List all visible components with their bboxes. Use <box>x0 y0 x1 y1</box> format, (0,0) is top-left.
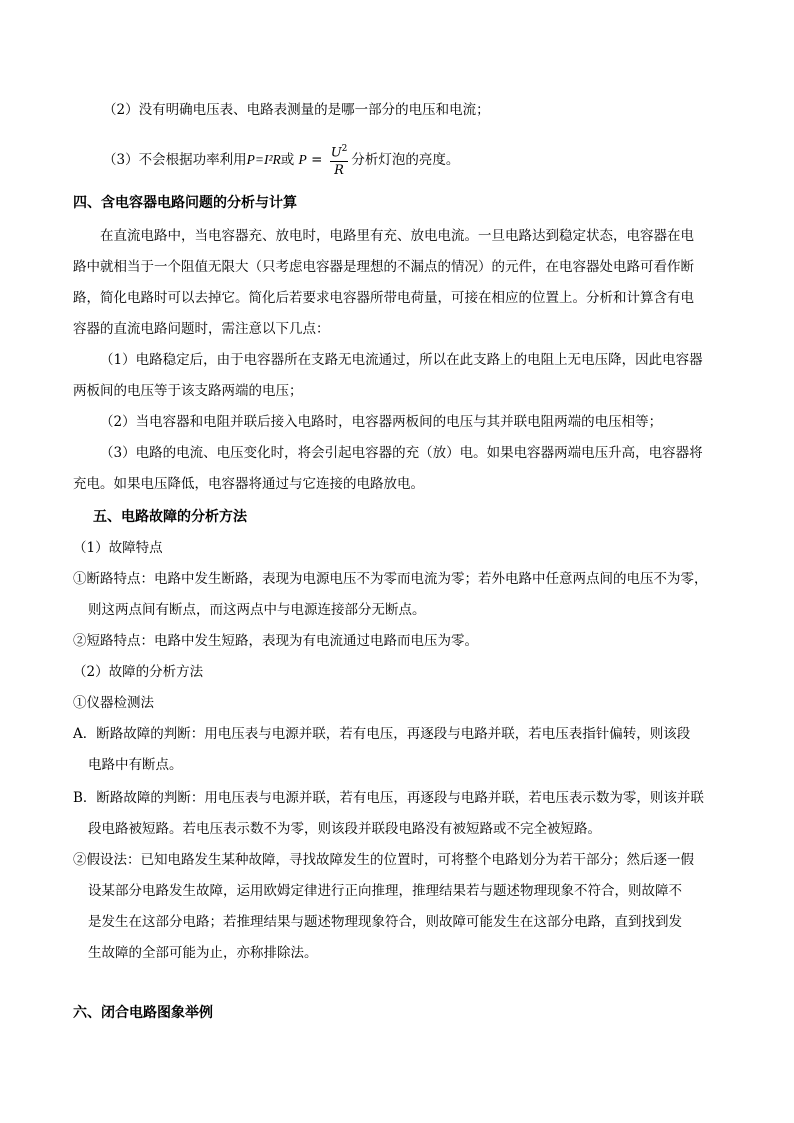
formula-equals: = <box>311 152 323 168</box>
section-heading-4: 四、含电容器电路问题的分析与计算 <box>73 195 297 211</box>
text-line: 容器的直流电路问题时，需注意以下几点： <box>73 321 330 337</box>
text-line: 段电路被短路。若电压表示数不为零，则该段并联段电路没有被短路或不完全被短路。 <box>88 821 601 837</box>
text-line: B．断路故障的判断：用电压表与电源并联，若有电压，再逐段与电路并联，若电压表示数为零，则该并联 <box>73 790 704 806</box>
text-line: ②假设法：已知电路发生某种故障，寻找故障发生的位置时，可将整个电路划分为若干部分；然后逐一假 <box>73 852 694 868</box>
text-line: （2）没有明确电压表、电路表测量的是哪一部分的电压和电流； <box>103 102 490 118</box>
section-heading-6: 六、闭合电路图象举例 <box>73 1005 213 1021</box>
text-line: 路，简化电路时可以去掉它。简化后若要求电容器所带电荷量，可接在相应的位置上。分析和计算含有电 <box>73 290 694 306</box>
text-span: 分析灯泡的亮度。 <box>351 152 460 168</box>
numerator-exponent: 2 <box>341 143 348 154</box>
text-line: A．断路故障的判断：用电压表与电源并联，若有电压，再逐段与电路并联，若电压表指针偏转，则该段 <box>73 726 691 742</box>
text-line: 是发生在这部分电路；若推理结果与题述物理现象符合，则故障可能发生在这部分电路，直到找到发 <box>88 914 682 930</box>
text-line: 则这两点间有断点，而这两点中与电源连接部分无断点。 <box>88 602 426 618</box>
formula-line <box>103 140 459 180</box>
text-line: 两板间的电压等于该支路两端的电压； <box>73 383 303 399</box>
fraction-denominator: R <box>334 163 344 179</box>
fraction-numerator <box>329 141 350 161</box>
formula-power-i2r: P=I²R <box>246 152 281 167</box>
text-line: 生故障的全部可能为止，亦称排除法。 <box>88 945 318 961</box>
text-line: （2）当电容器和电阻并联后接入电路时，电容器两板间的电压与其并联电阻两端的电压相等； <box>100 414 663 430</box>
fraction-u2-over-r <box>329 141 350 180</box>
text-line: 充电。如果电压降低，电容器将通过与它连接的电路放电。 <box>73 476 424 492</box>
numerator-u: U <box>330 145 342 161</box>
text-line: ②短路特点：电路中发生短路，表现为有电流通过电路而电压为零。 <box>73 633 478 649</box>
section-heading-5: 五、电路故障的分析方法 <box>93 509 247 525</box>
text-line: （3）电路的电流、电压变化时，将会引起电容器的充（放）电。如果电容器两端电压升高，电容器将 <box>100 445 703 461</box>
text-line: 路中就相当于一个阻值无限大（只考虑电容器是理想的不漏点的情况）的元件，在电容器处电路可看作断 <box>73 259 694 275</box>
text-line: 电路中有断点。 <box>88 757 183 773</box>
formula-p: P <box>298 152 307 167</box>
text-line: （2）故障的分析方法 <box>73 664 204 680</box>
text-span: 或 <box>280 152 295 168</box>
text-line: （1）电路稳定后，由于电容器所在支路无电流通过，所以在此支路上的电阻上无电压降，因此电容器 <box>100 352 703 368</box>
text-line: ①断路特点：电路中发生断路，表现为电源电压不为零而电流为零；若外电路中任意两点间的电压不为零， <box>73 571 708 587</box>
text-line: 设某部分电路发生故障，运用欧姆定律进行正向推理，推理结果若与题述物理现象不符合，则故障不 <box>88 883 682 899</box>
text-line: 在直流电路中，当电容器充、放电时，电路里有充、放电电流。一旦电路达到稳定状态，电容器在电 <box>100 228 694 244</box>
text-line: ①仪器检测法 <box>73 695 154 711</box>
text-span: （3）不会根据功率利用 <box>103 152 247 168</box>
text-line: （1）故障特点 <box>73 540 163 556</box>
